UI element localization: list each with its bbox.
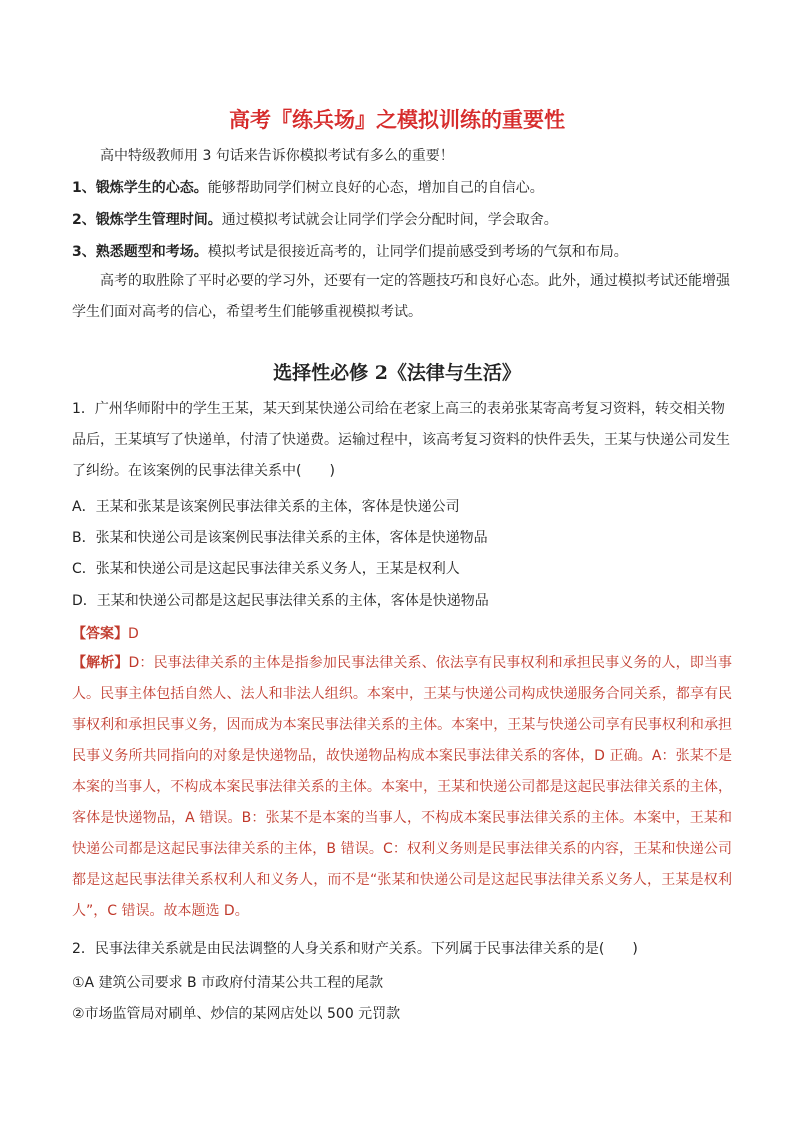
answer-value: D	[128, 626, 139, 642]
question-1-option-b: B．张某和快递公司是该案例民事法律关系的主体，客体是快递物品	[72, 530, 488, 546]
analysis-text: D：民事法律关系的主体是指参加民事法律关系、依法享有民事权利和承担民事义务的人，即当事人。民事主体包括自然人、法人和非法人组织。本案中，王某与快递公司构成快递服务合同关系，都享有民事权利和承担民事义务，因而成为本案民事法律关系的主体。本案中，王某与快递公司享有民事权利和承担民事义务所共同指向的对象是快递物品，故快递物品构成本案民事法律关系的客体，D 正确。A：张某不是本案的当事人，不构成本案民事法律关系的主体。本案中，王某和快递公司都是这起民事法律关系的主体，客体是快递物品，A 错误。B：张某不是本案的当事人，不构成本案民事法律关系的主体。本案中，王某和快递公司都是这起民事法律关系的主体，B 错误。C：权利义务则是民事法律关系的内容，王某和快递公司都是这起民事法律关系权利人和义务人，而不是“张某和快递公司是这起民事法律关系义务人，王某是权利人”，C 错误。故本题选 D。	[72, 655, 733, 919]
question-1-analysis	[72, 648, 732, 927]
point-number: 3、	[72, 244, 96, 260]
intro-text: 高中特级教师用 3 句话来告诉你模拟考试有多么的重要！	[100, 148, 454, 164]
point-item	[72, 209, 558, 229]
question-1-option-a: A．王某和张某是该案例民事法律关系的主体，客体是快递公司	[72, 499, 460, 515]
point-text: 模拟考试是很接近高考的，让同学们提前感受到考场的气氛和布局。	[207, 244, 628, 260]
question-1-option-c: C．张某和快递公司是这起民事法律关系义务人，王某是权利人	[72, 561, 460, 577]
point-heading: 熟悉题型和考场。	[95, 244, 208, 260]
point-text: 通过模拟考试就会让同学们学会分配时间，学会取舍。	[221, 212, 558, 228]
point-item	[72, 177, 544, 197]
question-1-option-d: D．王某和快递公司都是这起民事法律关系的主体，客体是快递物品	[72, 593, 489, 609]
question-1-stem: 1．广州华师附中的学生王某，某天到某快递公司给在老家上高三的表弟张某寄高考复习资料，转交相关物品后，王某填写了快递单，付清了快递费。运输过程中，该高考复习资料的快件丢失，王某与快递公司发生了纠纷。在该案例的民事法律关系中( )	[72, 401, 730, 479]
question-2-item-1: ①A 建筑公司要求 B 市政府付清某公共工程的尾款	[72, 975, 384, 991]
point-number: 2、	[72, 212, 96, 228]
point-number: 1、	[72, 180, 96, 196]
section-title: 选择性必修 2《法律与生活》	[273, 362, 521, 384]
closing-paragraph: 高考的取胜除了平时必要的学习外，还要有一定的答题技巧和良好心态。此外，通过模拟考试还能增强学生们面对高考的信心，希望考生们能够重视模拟考试。	[72, 273, 730, 320]
question-1-answer	[72, 623, 139, 643]
page-title: 高考『练兵场』之模拟训练的重要性	[229, 107, 565, 132]
point-heading: 锻炼学生管理时间。	[95, 212, 222, 228]
analysis-tag: 【解析】	[72, 655, 129, 671]
answer-tag: 【答案】	[72, 626, 128, 642]
point-item	[72, 241, 628, 261]
point-text: 能够帮助同学们树立良好的心态，增加自己的自信心。	[207, 180, 544, 196]
point-heading: 锻炼学生的心态。	[95, 180, 208, 196]
question-2-item-2: ②市场监管局对刷单、炒信的某网店处以 500 元罚款	[72, 1006, 401, 1022]
question-2-stem: 2．民事法律关系就是由民法调整的人身关系和财产关系。下列属于民事法律关系的是( )	[72, 941, 638, 957]
